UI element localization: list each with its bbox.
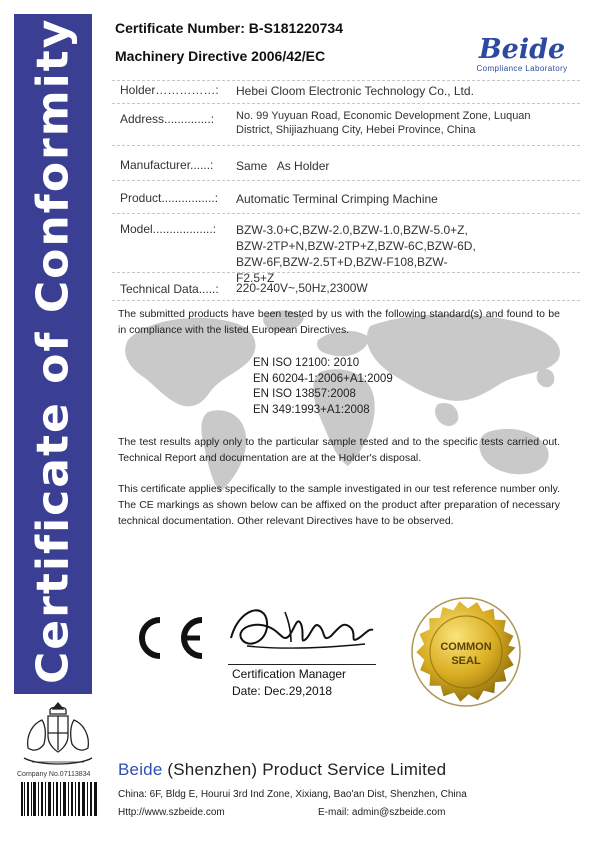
logo-word: Beide [478,34,566,65]
ce-mark-icon [130,612,210,664]
coat-of-arms-icon [18,700,98,770]
side-band [14,14,92,694]
model-value: BZW-3.0+C,BZW-2.0,BZW-1.0,BZW-5.0+Z, BZW-2TP+N,BZW-2TP+Z,BZW-6C,BZW-6D, BZW-6F,BZW-2.5T+D,BZW-F108,BZW-F2.5+Z [236,223,476,285]
standard-item: EN 60204-1:2006+A1:2009 [253,372,393,385]
manufacturer-value: Same As Holder [236,159,330,173]
applicability-text: This certificate applies specifically to the sample investigated in our test reference number only. The CE markings as shown below can be affixed on the product after preparation of necessary technical documentation. Other relevant Directives have to be observed. [118,483,560,527]
technical-data-label: Technical Data.....: [120,282,219,296]
seal-line2: SEAL [451,655,481,667]
manufacturer-label: Manufacturer......: [120,158,214,172]
lab-address: China: 6F, Bldg E, Hourui 3rd Ind Zone, Xixiang, Bao'an Dist, Shenzhen, China [118,789,467,800]
seal-line1: COMMON [440,641,492,653]
signature-line [228,664,376,665]
holder-label: Holder……………: [120,83,219,97]
side-title: Certificate of Conformity [27,17,79,684]
logo-subtitle: Compliance Laboratory [476,64,568,73]
divider [112,180,580,181]
directive-title: Machinery Directive 2006/42/EC [115,48,326,64]
signature-date: Date: Dec.29,2018 [232,684,333,698]
lab-name [118,760,446,780]
divider [112,213,580,214]
standards-list [253,356,393,418]
product-label: Product................: [120,191,219,205]
divider [112,145,580,146]
technical-data-value: 220-240V~,50Hz,2300W [236,281,368,295]
holder-value: Hebei Cloom Electronic Technology Co., Ltd. [236,84,474,98]
disclaimer-text: The test results apply only to the particular sample tested and to the specific tests carried out. Technical Report and documentation are at the Holder's disposal. [118,436,560,464]
product-value: Automatic Terminal Crimping Machine [236,192,438,206]
address-value: No. 99 Yuyuan Road, Economic Development Zone, Luquan District, Shijiazhuang City, Hebei Province, China [236,110,531,136]
signatory-role: Certification Manager [232,667,347,681]
barcode-icon [21,782,97,822]
model-label: Model..................: [120,222,217,236]
intro-text: The submitted products have been tested by us with the following standard(s) and found to be in compliance with the listed European Directives. [118,308,560,336]
divider [112,80,580,81]
standard-item: EN ISO 13857:2008 [253,388,356,400]
lab-brand: Beide [118,760,163,779]
lab-name-rest: (Shenzhen) Product Service Limited [162,760,447,779]
signature-icon [225,598,375,660]
beide-logo [462,36,582,73]
standard-item: EN 349:1993+A1:2008 [253,403,370,416]
certificate-number: Certificate Number: B-S181220734 [115,20,343,36]
address-label: Address..............: [120,112,215,126]
lab-email: E-mail: admin@szbeide.com [318,807,446,818]
lab-website: Http://www.szbeide.com [118,807,225,818]
divider [112,272,580,273]
standard-item: EN ISO 12100: 2010 [253,357,360,369]
common-seal-icon [392,578,540,726]
divider [112,103,580,104]
company-number: Company No.07113834 [17,771,91,778]
